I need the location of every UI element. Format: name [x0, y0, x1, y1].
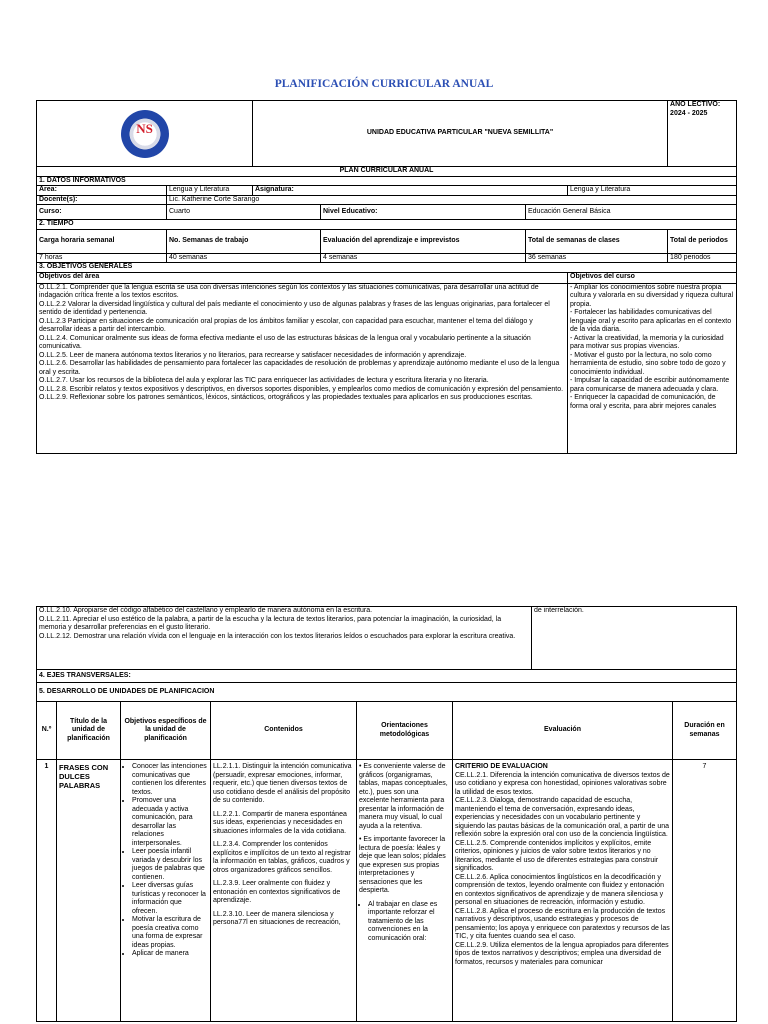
units-header-objectives: Objetivos específicos de la unidad de planificación [121, 702, 211, 760]
school-logo-cell [37, 101, 253, 167]
objective-item: O.LL.2.8. Escribir relatos y textos expositivos y descriptivos, en diversos soportes disponibles, y emplearlos como medios de comunicación y expresión del pensamiento. [39, 385, 564, 393]
docente-value: Lic. Katherine Corte Sarango [167, 195, 737, 205]
tiempo-header: Total de periodos [668, 229, 737, 253]
objetivos-area-list-cont [37, 607, 532, 670]
objetivos-curso-header: Objetivos del curso [568, 272, 737, 283]
methodology-item: • Es importante favorecer la lectura de poesía: léales y deje que lean solos; pídales que expresen sus propias interpretaciones y sensaciones que les despierta. [359, 836, 446, 894]
units-header-duration: Duración en semanas [673, 702, 737, 760]
units-header-number: N.º [37, 702, 57, 760]
tiempo-header: Evaluación del aprendizaje e imprevistos [321, 229, 526, 253]
tiempo-value: 40 semanas [167, 253, 321, 263]
unit-number: 1 [37, 760, 57, 1022]
school-logo: NS [121, 110, 169, 158]
tiempo-value: 180 periodos [668, 253, 737, 263]
course-objective-item: - Activar la creatividad, la memoria y la curiosidad para motivar sus propias vivencias. [570, 334, 724, 350]
document-title: PLANIFICACIÓN CURRICULAR ANUAL [274, 78, 494, 90]
units-header-contents: Contenidos [211, 702, 357, 760]
tiempo-value: 4 semanas [321, 253, 526, 263]
unit-evaluation [453, 760, 673, 1022]
evaluation-title: CRITERIO DE EVALUACION [455, 763, 548, 770]
asignatura-value: Lengua y Literatura [568, 186, 737, 196]
objective-item: O.LL.2.10. Apropiarse del código alfabético del castellano y emplearlo de manera autónoma en la escritura. [39, 607, 373, 614]
objective-item: O.LL.2.7. Usar los recursos de la biblioteca del aula y explorar las TIC para enriquecer las actividades de lectura y escritura literaria y no literaria. [39, 377, 489, 384]
objetivos-area-list [37, 283, 568, 453]
objetivos-curso-list [568, 283, 737, 453]
unit-methodology [357, 760, 453, 1022]
list-item: • Promover una adecuada y activa comunicación, para desarrollar las relaciones interpersonales. [132, 797, 208, 848]
list-item: • Conocer las intenciones comunicativas que contienen los diferentes textos. [132, 763, 208, 797]
unit-title: FRASES CON DULCES PALABRAS [57, 760, 121, 1022]
units-header-evaluation: Evaluación [453, 702, 673, 760]
nivel-value: Educación General Básica [526, 205, 737, 220]
curso-label: Curso: [37, 205, 167, 220]
school-year: AÑO LECTIVO: 2024 - 2025 [668, 101, 737, 167]
objective-item: O.LL.2.9. Reflexionar sobre los patrones semánticos, léxicos, sintácticos, ortográficos y las propiedades textuales para aplicarlos en sus producciones escritas. [39, 394, 533, 401]
content-item: LL.2.2.1. Compartir de manera espontánea sus ideas, experiencias y necesidades en situaciones informales de la vida cotidiana. [213, 810, 347, 835]
tiempo-header: Carga horaria semanal [37, 229, 167, 253]
objetivos-curso-cont: de interrelación. [532, 607, 737, 670]
area-label: Área: [37, 186, 167, 196]
asignatura-label: Asignatura: [253, 186, 568, 196]
objective-item: O.LL.2.3 Participar en situaciones de comunicación oral propias de los ámbitos familiar y escolar, con capacidad para escuchar, mantener el tema del diálogo y desarrollar ideas a partir del intercambio. [39, 317, 533, 333]
tiempo-value: 7 horas [37, 253, 167, 263]
tiempo-header: No. Semanas de trabajo [167, 229, 321, 253]
curso-value: Cuarto [167, 205, 321, 220]
objective-item: O.LL.2.11. Apreciar el uso estético de la palabra, a partir de la escucha y la lectura de textos literarios, para potenciar la imaginación, la curiosidad, la memoria y desarrollar preferencias en el gusto literario. [39, 615, 502, 631]
evaluation-criteria: CE.LL.2.1. Diferencia la intención comunicativa de diversos textos de uso cotidiano y expresa con honestidad, opiniones valorativas sobre la utilidad de esos textos. CE.LL.2.3. Dialoga, demostrando capacidad de escucha, manteniendo el tema de conversación, expresando ideas, experiencias y necesidades con un vocabulario pertinente y siguiendo las pautas básicas de la comunicación oral, a partir de una reflexión sobre la expresión oral con uso de la conciencia lingüística. CE.LL.2.5. Comprende contenidos implícitos y explícitos, emite criterios, opiniones y juicios de valor sobre textos literarios y no literarios, mediante el uso de diferentes estrategias para construir significados. CE.LL.2.6. Aplica conocimientos lingüísticos en la decodificación y comprensión de textos, leyendo oralmente con fluidez y entonación en contextos significativos de aprendizaje y de manera silenciosa y personal en situaciones de recreación, información y estudio. CE.LL.2.8. Aplica el proceso de escritura en la producción de textos narrativos y descriptivos, usando estrategias y procesos de pensamiento; los apoya y enriquece con paratextos y recursos de las TIC, y cita fuentes cuando sea el caso. CE.LL.2.9. Utiliza elementos de la lengua apropiados para diferentes tipos de textos narrativos y descriptivos; emplea una diversidad de formatos, recursos y materiales para comunicar [455, 771, 670, 966]
units-table [36, 701, 737, 1022]
docente-label: Docente(s): [37, 195, 167, 205]
plan-title: PLAN CURRICULAR ANUAL [37, 167, 737, 177]
content-item: LL.2.3.4. Comprender los contenidos explícitos e implícitos de un texto al registrar la información en tablas, gráficos, cuadros y otros organizadores gráficos sencillos. [213, 841, 351, 874]
content-item: LL.2.3.10. Leer de manera silenciosa y persona77l en situaciones de recreación, [213, 910, 341, 926]
objectives-continuation-table [36, 606, 737, 702]
tiempo-value: 36 semanas [526, 253, 668, 263]
tiempo-header: Total de semanas de clases [526, 229, 668, 253]
content-item: LL.2.3.9. Leer oralmente con fluidez y entonación en contextos significativos de aprendizaje. [213, 880, 341, 904]
area-value: Lengua y Literatura [167, 186, 253, 196]
methodology-item: • Es conveniente valerse de gráficos (organigramas, tablas, mapas conceptuales, etc.), pues son una excelente herramienta para presentar la información de manera muy visual, lo cual ayuda a la retentiva. [359, 763, 448, 830]
content-item: LL.2.1.1. Distinguir la intención comunicativa (persuadir, expresar emociones, informar, requerir, etc.) que tienen diversos textos de uso cotidiano desde el análisis del propósito de su contenido. [213, 763, 352, 804]
objetivos-area-header: Objetivos del área [37, 272, 568, 283]
unit-duration: 7 [673, 760, 737, 1022]
table-row [37, 760, 737, 1022]
nivel-label: Nivel Educativo: [321, 205, 526, 220]
course-objective-item: - Impulsar la capacidad de escribir autónomamente para comunicarse de manera adecuada y clara. [570, 377, 730, 393]
objective-item: O.LL.2.5. Leer de manera autónoma textos literarios y no literarios, para recrearse y satisfacer necesidades de información y aprendizaje. [39, 351, 467, 359]
objective-item: O.LL.2.12. Demostrar una relación vívida con el lenguaje en la interacción con los textos literarios leídos o escuchados para explorar la escritura creativa. [39, 632, 516, 640]
course-objective-item: - Ampliar los conocimientos sobre nuestra propia cultura y valorarla en su diversidad y riqueza cultural propia. [570, 283, 734, 308]
list-item: • Aplicar de manera [132, 950, 208, 959]
course-objective-item: - Enriquecer la capacidad de comunicación, de forma oral y escrita, para abrir mejores canales [570, 394, 717, 410]
section-tiempo: 2. TIEMPO [37, 220, 737, 230]
list-item: • Motivar la escritura de poesía creativa como una forma de expresar ideas propias. [132, 916, 208, 950]
units-header-title: Título de la unidad de planificación [57, 702, 121, 760]
unit-contents [211, 760, 357, 1022]
section-desarrollo-unidades: 5. DESARROLLO DE UNIDADES DE PLANIFICACION [37, 683, 737, 702]
objective-item: O.LL.2.6. Desarrollar las habilidades de pensamiento para fortalecer las capacidades de resolución de problemas y aprendizaje autónomo mediante el uso de la lengua oral y escrita. [39, 360, 560, 376]
section-ejes-transversales: 4. EJES TRANSVERSALES: [37, 670, 737, 683]
list-item: • Al trabajar en clase es importante reforzar el tratamiento de las convenciones en la comunicación oral: [368, 901, 450, 944]
section-datos-informativos: 1. DATOS INFORMATIVOS [37, 176, 737, 186]
curricular-plan-header-table [36, 100, 737, 454]
objective-item: O.LL.2.1. Comprender que la lengua escrita se usa con diversas intenciones según los contextos y las situaciones comunicativas, para desarrollar una actitud de indagación crítica frente a los textos escritos. [39, 283, 539, 299]
school-name: UNIDAD EDUCATIVA PARTICULAR "NUEVA SEMILLITA" [253, 101, 668, 167]
course-objective-item: - Fortalecer las habilidades comunicativas del lenguaje oral y escrito para aplicarlas en el contexto de la vida diaria. [570, 309, 732, 333]
list-item: • Leer diversas guías turísticas y reconocer la información que ofrecen. [132, 882, 208, 916]
course-objective-item: - Motivar el gusto por la lectura, no solo como herramienta de estudio, sino sobre todo de gozo y conocimiento individual. [570, 351, 726, 376]
list-item: • Leer poesía infantil variada y descubrir los juegos de palabras que contienen. [132, 848, 208, 882]
units-header-methodology: Orientaciones metodológicas [357, 702, 453, 760]
unit-objectives [121, 760, 211, 1022]
objective-item: O.LL.2.4. Comunicar oralmente sus ideas de forma efectiva mediante el uso de las estructuras básicas de la lengua oral y vocabulario pertinente a la situación comunicativa. [39, 334, 531, 350]
objective-item: O.LL.2.2 Valorar la diversidad lingüística y cultural del país mediante el conocimiento y uso de algunas palabras y frases de las lenguas originarias, para fortalecer el sentido de identidad y pertenencia. [39, 300, 550, 316]
section-objetivos-generales: 3. OBJETIVOS GENERALES [37, 263, 737, 273]
